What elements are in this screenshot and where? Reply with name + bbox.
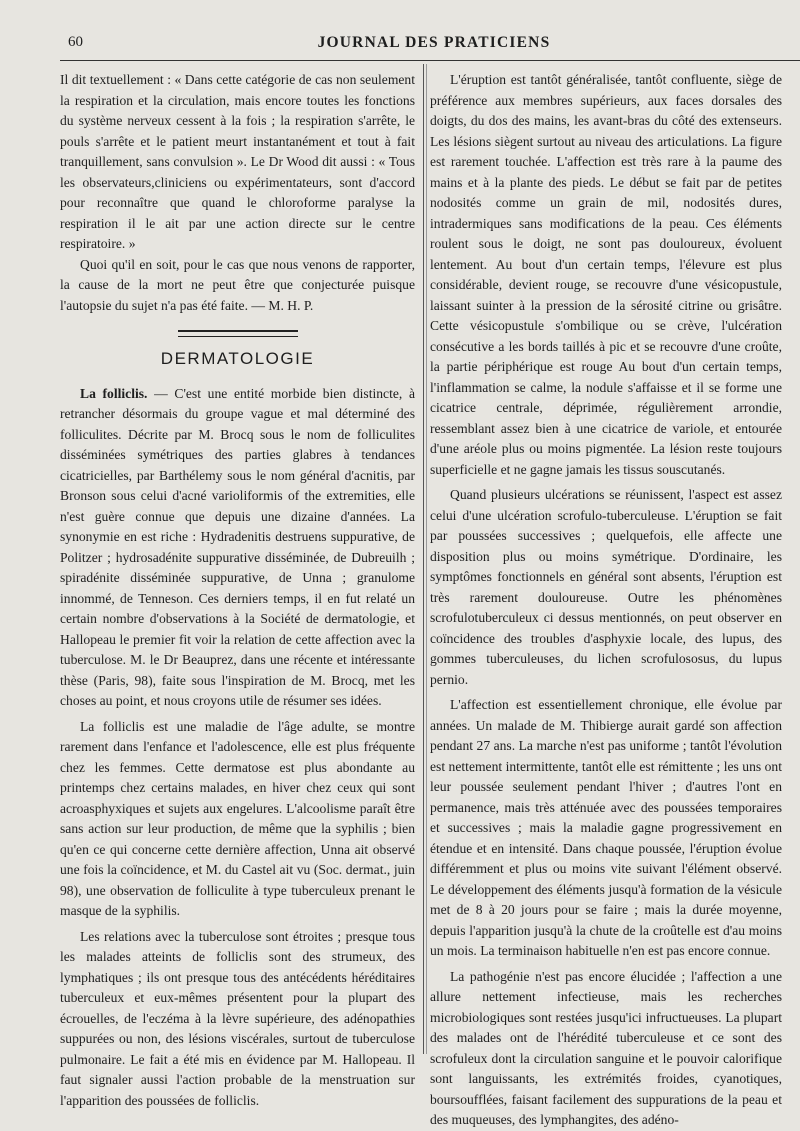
paragraph-chronique: L'affection est essentiellement chronique, elle évolue par années. Un malade de M. Thibierge aurait gardé son affection pendant 27 ans. La marche n'est pas uniforme ; tantôt l'évolution est nettement intermittente, tantôt elle est rémittente ; les uns ont leur poussée seulement pendant l'hiver ; d'autres l'ont en permanence, mais très atténuée avec des poussées temporaires et successives ; mais la maladie gagne progressivement en étendue et en intensité. Dans chaque poussée, l'éruption évolue différemment et plus ou moins vite suivant l'élément observé. Le développement des éléments jusqu'à formation de la vésicule met de 8 à 20 jours pour se faire ; mais la durée moyenne, depuis l'apparition jusqu'à la chute de la croûtelle est d'au moins un mois. La terminaison habituelle n'en est pas encore connue. — [430, 697, 782, 958]
column-divider — [423, 64, 424, 1054]
paragraph-folliclis-text: — C'est une entité morbide bien distincte, à retrancher désormais du groupe vague et mal déterminé des folliculites. Décrite par M. Brocq sous le nom de folliculites disséminées symétriques des parties glabres à tendances cicatricielles, par Barthélemy sous le nom général d'acnitis, par Bronson sous celui d'acné varioliformis of the extremities, elle n'est guère connue que depuis une dizaine d'années. La synonymie en est riche : Hydradenitis destruens suppurative, de Politzer ; hydrosadénite suppurative disséminée, de Dubreuilh ; spiradénite disséminée suppurative, de Unna ; granulome innommé, de Tenneson. Ces derniers temps, il en fut relaté un certain nombre d'observations à la Société de dermatologie, et Hallopeau le premier fit voir la relation de cette affection avec la tuberculose. M. le Dr Beauprez, dans une récente et intéressante thèse (Paris, 98), faite sous l'inspiration de M. Brocq, met les choses au point, et nous croyons utile de résumer ses idées. — [60, 385, 415, 708]
left-column — [60, 70, 415, 1111]
paragraph-relations: Les relations avec la tuberculose sont étroites ; presque tous les malades atteints de folliclis sont des strumeux, des lymphatiques ; ils ont presque tous des antécédents héréditaires tuberculeux et eux-mêmes présentent pour la plupart des écrouelles, de l'eczéma à la lèvre supérieure, des adénopathies suppurées ou non, des lésions viscérales, surtout de tuberculose pulmonaire. Le fait a été mis en évidence par M. Hallopeau. Il faut signaler aussi l'action probable de la menstruation sur l'apparition des poussées de folliclis. — [60, 928, 415, 1108]
paragraph-eruption: L'éruption est tantôt généralisée, tantôt confluente, siège de préférence aux membres supérieurs, aux faces dorsales des doigts, du dos des mains, les avant-bras du côté des extenseurs. Les lésions siègent surtout au niveau des articulations. La figure est rarement touchée. L'affection est très rare à la paume des mains et à la plante des pieds. Le début se fait par de petites nodosités comme un grain de mil, nodosités dures, intradermiques sans modifications de la peau. Ces éléments roulent sous le doigt, ne sont pas douloureux, évoluent lentement. Au bout d'un certain temps, l'élevure est plus considérable, devient rouge, se recouvre d'une vésicopustule, laissant suinter à la pression de la sérosité citrine ou grisâtre. Cette vésicopustule s'ombilique ou se crève, l'ulcération consécutive a les bords taillés à pic et se recouvre d'une croûte, la partie périphérique est rouge Au bout d'un certain temps, l'inflammation se calme, la nodule s'affaisse et il se forme une cicatrice centrale, déprimée, régulièrement arrondie, ressemblant assez bien à une cicatrice de variole, et entourée d'une aréole plus ou moins pigmentée. La lésion reste toujours superficielle et ne gagne jamais les tissus souscutanés. — [430, 72, 782, 477]
paragraph-folliclis — [60, 384, 415, 712]
page-number: 60 — [68, 34, 83, 50]
paragraph-ulcerations: Quand plusieurs ulcérations se réunissent, l'aspect est assez celui d'une ulcération scrofulo-tuberculeuse. L'éruption se fait par poussées successives ; quelquefois, elle affecte une disposition plus ou moins symétrique. D'ordinaire, les symptômes fonctionnels en général sont absents, l'éruption est très rarement douloureuse. Outre les phénomènes scrofulotuberculeux ci dessus mentionnés, on peut observer en coïncidence des troubles d'asphyxie locale, des lupus, des gommes tuberculeuses, du lichen scrofulososus, du lupus pernio. — [430, 487, 782, 687]
paragraph-intro: Il dit textuellement : « Dans cette catégorie de cas non seulement la respiration et la circulation, mais encore toutes les fonctions du système nerveux cessent à la fois ; la respiration s'arrête, le pouls s'arrête et le patient meurt instantanément et tout à fait tranquillement, sans convulsion ». Le Dr Wood dit aussi : « Tous les observateurs,cliniciens ou expérimentateurs, sont d'accord pour reconnaître que quand le chloroforme paralyse la respiration il le ait par une action directe sur le centre respiratoire. » — [60, 72, 415, 251]
header-rule — [60, 60, 800, 61]
paragraph-conclusion: Quoi qu'il en soit, pour le cas que nous venons de rapporter, la cause de la mort ne peut être que conjecturée puisque l'autopsie du sujet n'a pas été faite. — M. H. P. — [60, 256, 415, 313]
paragraph-maladie: La folliclis est une maladie de l'âge adulte, se montre rarement dans l'enfance et l'adolescence, elle est plus fréquente chez les femmes. Cette dermatose est plus abondante au printemps chez certains malades, en hiver chez ceux qui sont acroasphyxiques et sujets aux engelures. L'alcoolisme paraît être sans action sur leur production, de même que la syphilis ; bien qu'en ce qui concerne cette dernière affection, Unna ait observé une fois la coïncidence, et M. du Castel ait vu (Soc. dermat., juin 98), une observation de folliculite à type tuberculeux prenant le masque de la syphilis. — [60, 718, 415, 918]
journal-title: JOURNAL DES PRATICIENS — [317, 34, 551, 51]
column-divider-secondary — [426, 64, 427, 1054]
page-header — [68, 30, 800, 58]
lead-term: La folliclis. — [80, 385, 148, 401]
section-title: DERMATOLOGIE — [160, 349, 315, 368]
right-column — [430, 70, 782, 1131]
section-divider — [178, 330, 298, 337]
paragraph-pathogenie: La pathogénie n'est pas encore élucidée ; l'affection a une allure nettement infectieuse, mais les recherches microbiologiques sont restées jusqu'ici infructueuses. La plupart des malades ont de l'hérédité tuberculeuse et ce sont des scrofuleux dont la circulation sanguine et le pouvoir calorifique sont languissants, les extrémités froides, cyanotiques, boursoufflées, faisant facilement des suppurations de la peau et des muqueuses, des lymphangites, des adéno- — [430, 968, 782, 1127]
